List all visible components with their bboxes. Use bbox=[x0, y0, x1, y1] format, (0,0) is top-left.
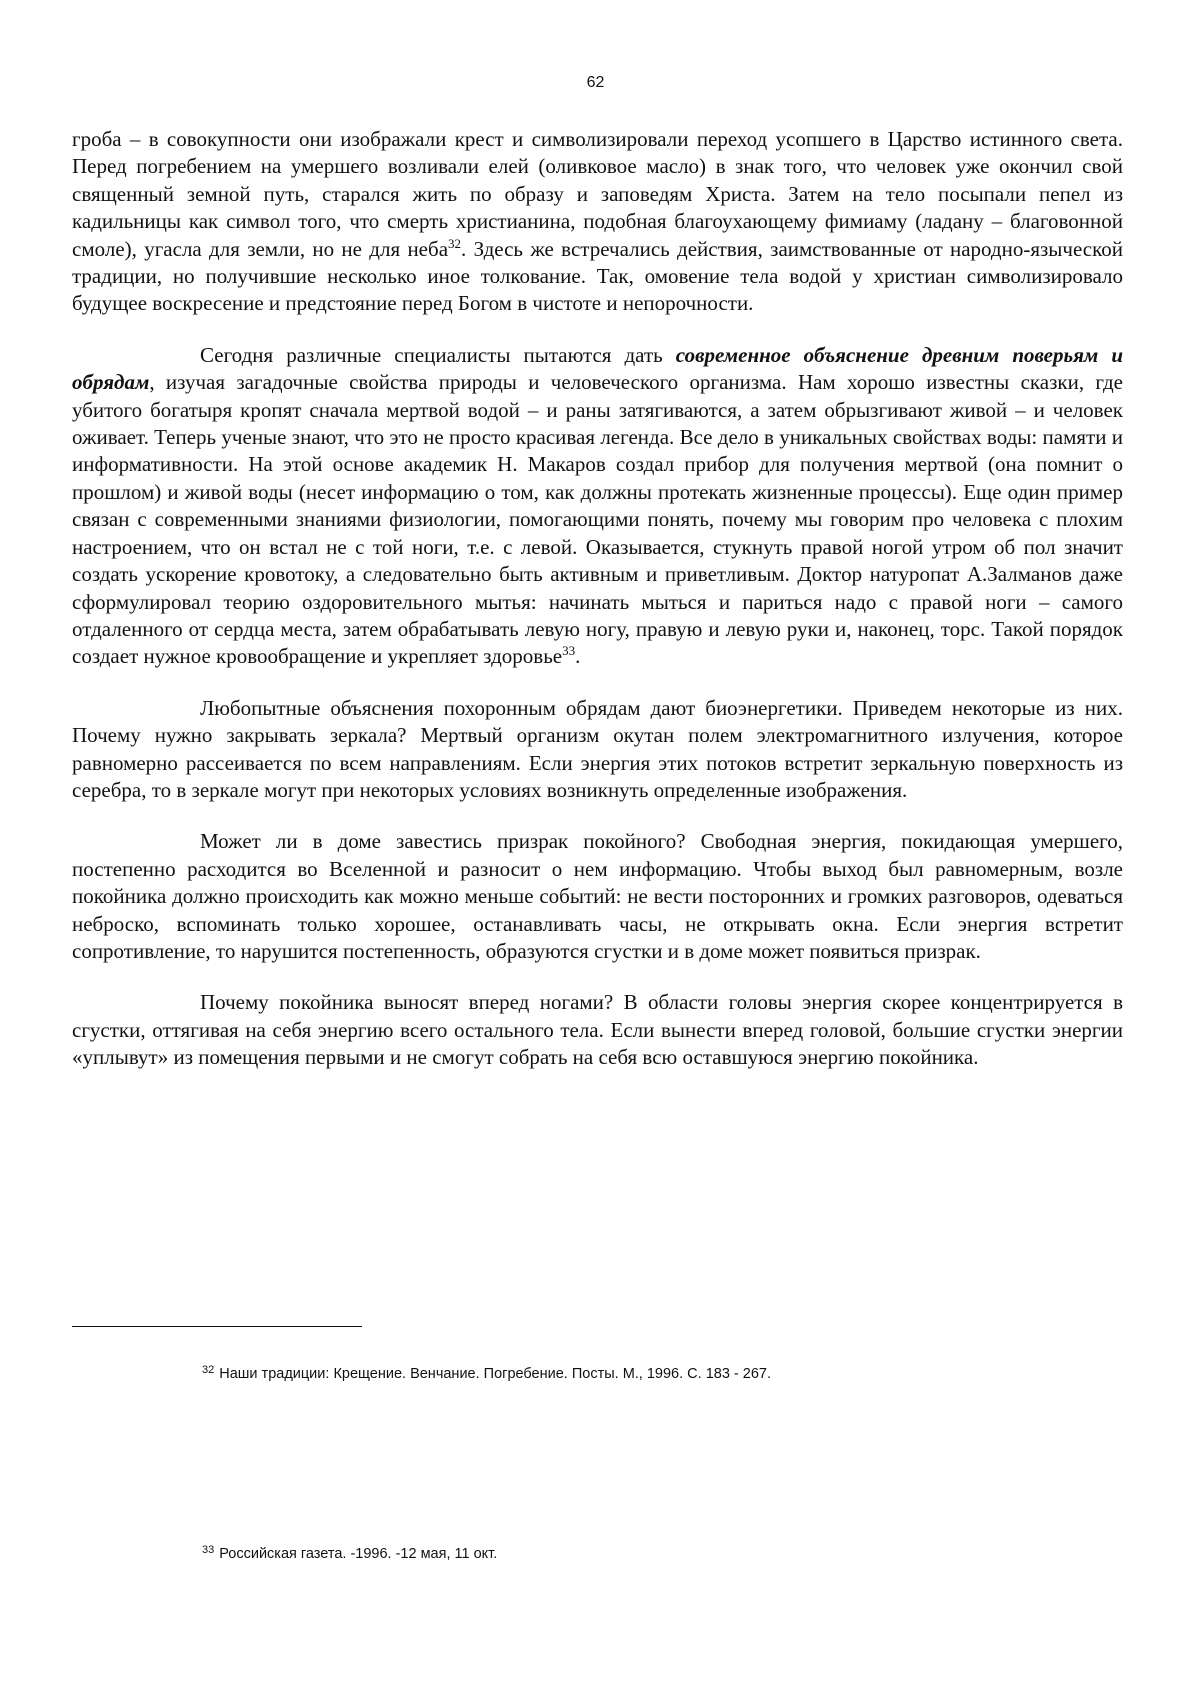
paragraph-2-tail: . bbox=[575, 644, 581, 669]
footnote-32 bbox=[202, 1364, 771, 1382]
paragraph-3: Любопытные объяснения похоронным обрядам дают биоэнергетики. Приведем некоторые из них. Почему нужно закрывать зеркала? Мертвый организм окутан полем электромагнитного излучения, которое равномерно рассеивается по всем направлениям. Если энергия этих потоков встретит зеркальную поверхность из серебра, то в зеркале могут при некоторых условиях возникнуть определенные изображения. bbox=[72, 695, 1123, 802]
footnote-33-number: 33 bbox=[202, 1544, 215, 1556]
paragraph-1-text-cont: . Здесь же встречались действия, заимствованные от народно-языческой традиции, но получившие несколько иное толкование. Так, омовение тела водой у христиан символизировало будущее воскресение и предстояние перед Богом в чистоте и непорочности. bbox=[72, 236, 1123, 316]
paragraph-2-text-cont: , изучая загадочные свойства природы и человеческого организма. Нам хорошо известны сказки, где убитого богатыря кропят сначала мертвой водой – и раны затягиваются, а затем обрызгивают живой – и человек оживает. Теперь ученые знают, что это не просто красивая легенда. Все дело в уникальных свойствах воды: памяти и информативности. На этой основе академик Н. Макаров создал прибор для получения мертвой (она помнит о прошлом) и живой воды (несет информацию о том, как должны протекать жизненные процессы). Еще один пример связан с современными знаниями физиологии, помогающими понять, почему мы говорим про человека с плохим настроением, что он встал не с той ноги, т.е. с левой. Оказывается, стукнуть правой ногой утром об пол значит создать ускорение кровотоку, а следовательно быть активным и приветливым. Доктор натуропат А.Залманов даже сформулировал теорию оздоровительного мытья: начинать мыться и париться надо с правой ноги – самого отдаленного от сердца места, затем обрабатывать левую ногу, правую и левую руки и, наконец, торс. Такой порядок создает нужное кровообращение и укрепляет здоровье bbox=[72, 370, 1123, 669]
paragraph-4: Может ли в доме завестись призрак покойного? Свободная энергия, покидающая умершего, постепенно расходится во Вселенной и разносит о нем информацию. Чтобы выход был равномерным, возле покойника должно происходить как можно меньше событий: не вести посторонних и громких разговоров, одеваться неброско, вспоминать только хорошее, останавливать часы, не открывать окна. Если энергия встретит сопротивление, то нарушится постепенность, образуются сгустки и в доме может появиться призрак. bbox=[72, 829, 1123, 963]
paragraph-2 bbox=[72, 342, 1123, 671]
paragraph-2-emphasis: современное объяснение древним поверьям и обрядам bbox=[72, 342, 1124, 395]
footnote-33-text: Российская газета. -1996. -12 мая, 11 окт. bbox=[219, 1546, 498, 1562]
footnote-separator bbox=[72, 1326, 362, 1327]
page-number: 62 bbox=[586, 74, 605, 91]
paragraph-1 bbox=[72, 126, 1123, 318]
footnote-33 bbox=[202, 1544, 497, 1562]
footnote-32-number: 32 bbox=[202, 1364, 215, 1376]
paragraph-2-text: Сегодня различные специалисты пытаются дать bbox=[200, 342, 676, 367]
footnote-32-text: Наши традиции: Крещение. Венчание. Погребение. Посты. М., 1996. С. 183 - 267. bbox=[219, 1366, 772, 1382]
footnote-ref-32[interactable]: 32 bbox=[448, 235, 462, 251]
footnote-ref-33[interactable]: 33 bbox=[562, 643, 576, 659]
body-text bbox=[72, 126, 1123, 1096]
paragraph-1-text: гроба – в совокупности они изображали крест и символизировали переход усопшего в Царство истинного света. Перед погребением на умершего возливали елей (оливковое масло) в знак того, что человек уже окончил свой священный земной путь, старался жить по образу и заповедям Христа. Затем на тело посыпали пепел из кадильницы как символ того, что смерть христианина, подобная благоухающему фимиаму (ладану – благовонной смоле), угасла для земли, но не для неба bbox=[72, 127, 1123, 261]
paragraph-5: Почему покойника выносят вперед ногами? В области головы энергия скорее концентрируется в сгустки, оттягивая на себя энергию всего остального тела. Если вынести вперед головой, большие сгустки энергии «уплывут» из помещения первыми и не смогут собрать на себя всю оставшуюся энергию покойника. bbox=[72, 990, 1123, 1070]
